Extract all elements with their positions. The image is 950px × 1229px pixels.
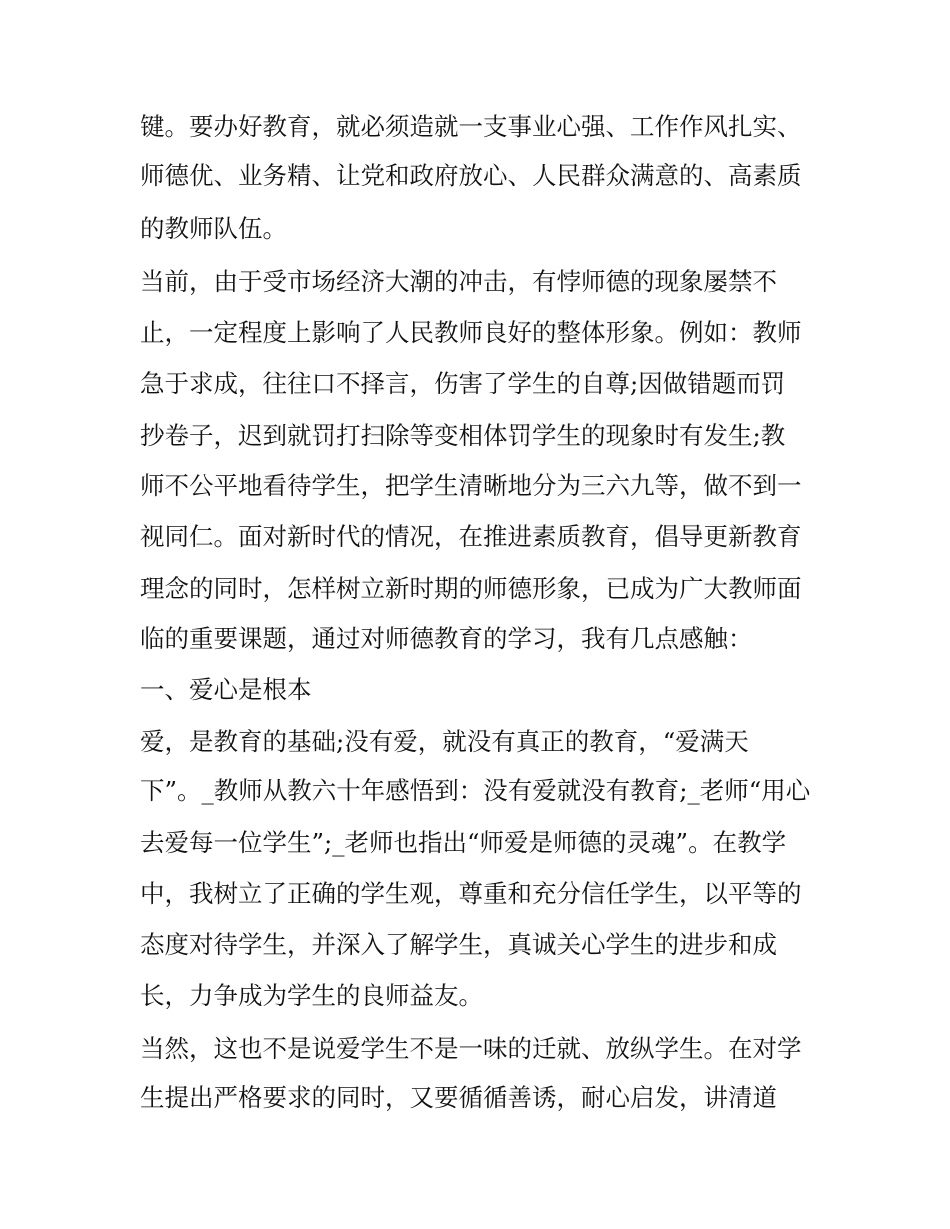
text-line-11: 临的重要课题，通过对师德教育的学习，我有几点感触： (140, 624, 753, 653)
text-line-5: 止，一定程度上影响了人民教师良好的整体形象。例如：教师 (140, 318, 802, 347)
text-line-4: 当前，由于受市场经济大潮的冲击，有悖师德的现象屡禁不 (140, 267, 777, 296)
text-line-13: 爱，是教育的基础;没有爱，就没有真正的教育，“爱满天 (140, 727, 749, 756)
text-line-9: 视同仁。面对新时代的情况，在推进素质教育，倡导更新教育 (140, 522, 802, 551)
text-line-7: 抄卷子，迟到就罚打扫除等变相体罚学生的现象时有发生;教 (140, 421, 786, 450)
text-line-20: 生提出严格要求的同时，又要循循善诱，耐心启发，讲清道 (140, 1083, 777, 1112)
text-line-15: 去爱每一位学生”;_老师也指出“师爱是师德的灵魂”。在教学 (140, 828, 787, 857)
text-line-2: 师德优、业务精、让党和政府放心、人民群众满意的、高素质 (140, 161, 802, 190)
text-line-17: 态度对待学生，并深入了解学生，真诚关心学生的进步和成 (140, 930, 777, 959)
text-line-19: 当然，这也不是说爱学生不是一味的迁就、放纵学生。在对学 (140, 1034, 802, 1063)
text-line-16: 中，我树立了正确的学生观，尊重和充分信任学生，以平等的 (140, 879, 802, 908)
text-line-18: 长，力争成为学生的良师益友。 (140, 981, 483, 1010)
text-line-10: 理念的同时，怎样树立新时期的师德形象，已成为广大教师面 (140, 574, 802, 603)
text-line-6: 急于求成，往往口不择言，伤害了学生的自尊;因做错题而罚 (140, 369, 786, 398)
text-line-8: 师不公平地看待学生，把学生清晰地分为三六九等，做不到一 (140, 471, 802, 500)
text-line-3: 的教师队伍。 (140, 214, 287, 243)
text-line-1: 键。要办好教育，就必须造就一支事业心强、工作作风扎实、 (140, 112, 802, 141)
text-line-14: 下”。_教师从教六十年感悟到：没有爱就没有教育;_老师“用心 (140, 776, 811, 805)
section-heading: 一、爱心是根本 (140, 675, 312, 704)
